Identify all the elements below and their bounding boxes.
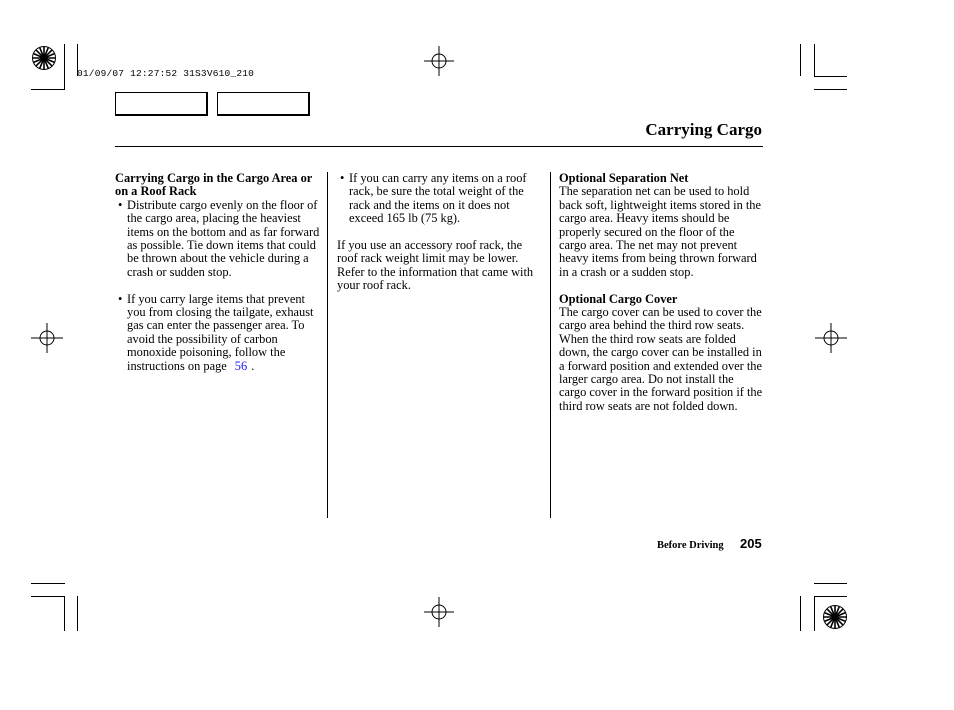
paragraph: If you use an accessory roof rack, the roof rack weight limit may be lower. Refer to the information that came with your roof rack.	[337, 238, 534, 293]
bullet-text: If you carry large items that prevent you from closing the tailgate, exhaust gas can enter the passenger area. To avoid the possibility of carbon monoxide poisoning, follow the instructions on page	[127, 291, 314, 373]
crop-mark-line	[77, 596, 78, 631]
footer-section-name: Before Driving	[657, 540, 724, 551]
column-divider	[550, 172, 551, 518]
nav-button-index[interactable]	[217, 92, 310, 116]
crop-mark-line	[64, 44, 65, 89]
registration-crosshair-icon	[424, 46, 454, 76]
crop-mark-line	[64, 596, 65, 631]
section-heading: Optional Separation Net	[559, 171, 689, 185]
page-title: Carrying Cargo	[645, 120, 762, 139]
crop-mark-line	[800, 44, 801, 76]
registration-crosshair-icon	[31, 323, 63, 353]
crop-mark-line	[31, 596, 65, 597]
nav-button-main-menu[interactable]	[115, 92, 208, 116]
column-2	[337, 172, 541, 293]
bullet-item	[115, 293, 321, 373]
registration-crosshair-icon	[424, 597, 454, 627]
column-divider	[327, 172, 328, 518]
section-heading: Carrying Cargo in the Cargo Area or on a Roof Rack	[115, 171, 313, 199]
crop-mark-line	[31, 89, 65, 90]
crop-mark-line	[31, 583, 65, 584]
print-stamp: 01/09/07 12:27:52 31S3V610_210	[77, 68, 255, 79]
title-rule	[115, 146, 763, 147]
crop-mark-line	[814, 596, 815, 631]
crop-mark-line	[814, 76, 847, 77]
sunburst-target-icon	[822, 604, 848, 630]
crop-mark-line	[814, 596, 847, 597]
bullet-end: .	[251, 358, 255, 373]
column-3	[559, 172, 764, 413]
sunburst-target-icon	[31, 45, 57, 71]
section-heading: Optional Cargo Cover	[559, 291, 678, 306]
paragraph: The cargo cover can be used to cover the cargo area behind the third row seats. When the third row seats are folded down, the cargo cover can be installed in a forward position and extended over the larger cargo area. Do not install the cargo cover in the forward position if the third row seats are not folded down.	[559, 305, 763, 413]
crop-mark-line	[814, 89, 847, 90]
crop-mark-line	[814, 583, 847, 584]
bullet-item: • Distribute cargo evenly on the floor of the cargo area, placing the heaviest items on the bottom and as far forward as possible. Tie down items that could be thrown about the vehicle during a crash or sudden stop.	[115, 199, 321, 279]
crop-mark-line	[814, 44, 815, 77]
page-number: 205	[740, 536, 762, 551]
page-link[interactable]: 56	[234, 358, 248, 373]
crop-mark-line	[800, 596, 801, 631]
bullet-item: • If you can carry any items on a roof rack, be sure the total weight of the rack and the items on it does not exceed 165 lb (75 kg).	[337, 172, 541, 226]
column-1	[115, 172, 321, 373]
paragraph: The separation net can be used to hold back soft, lightweight items stored in the cargo area. Heavy items should be properly secured on the floor of the cargo area. The net may not prevent heavy items from being thrown forward in a crash or a sudden stop.	[559, 184, 762, 279]
registration-crosshair-icon	[815, 323, 847, 353]
